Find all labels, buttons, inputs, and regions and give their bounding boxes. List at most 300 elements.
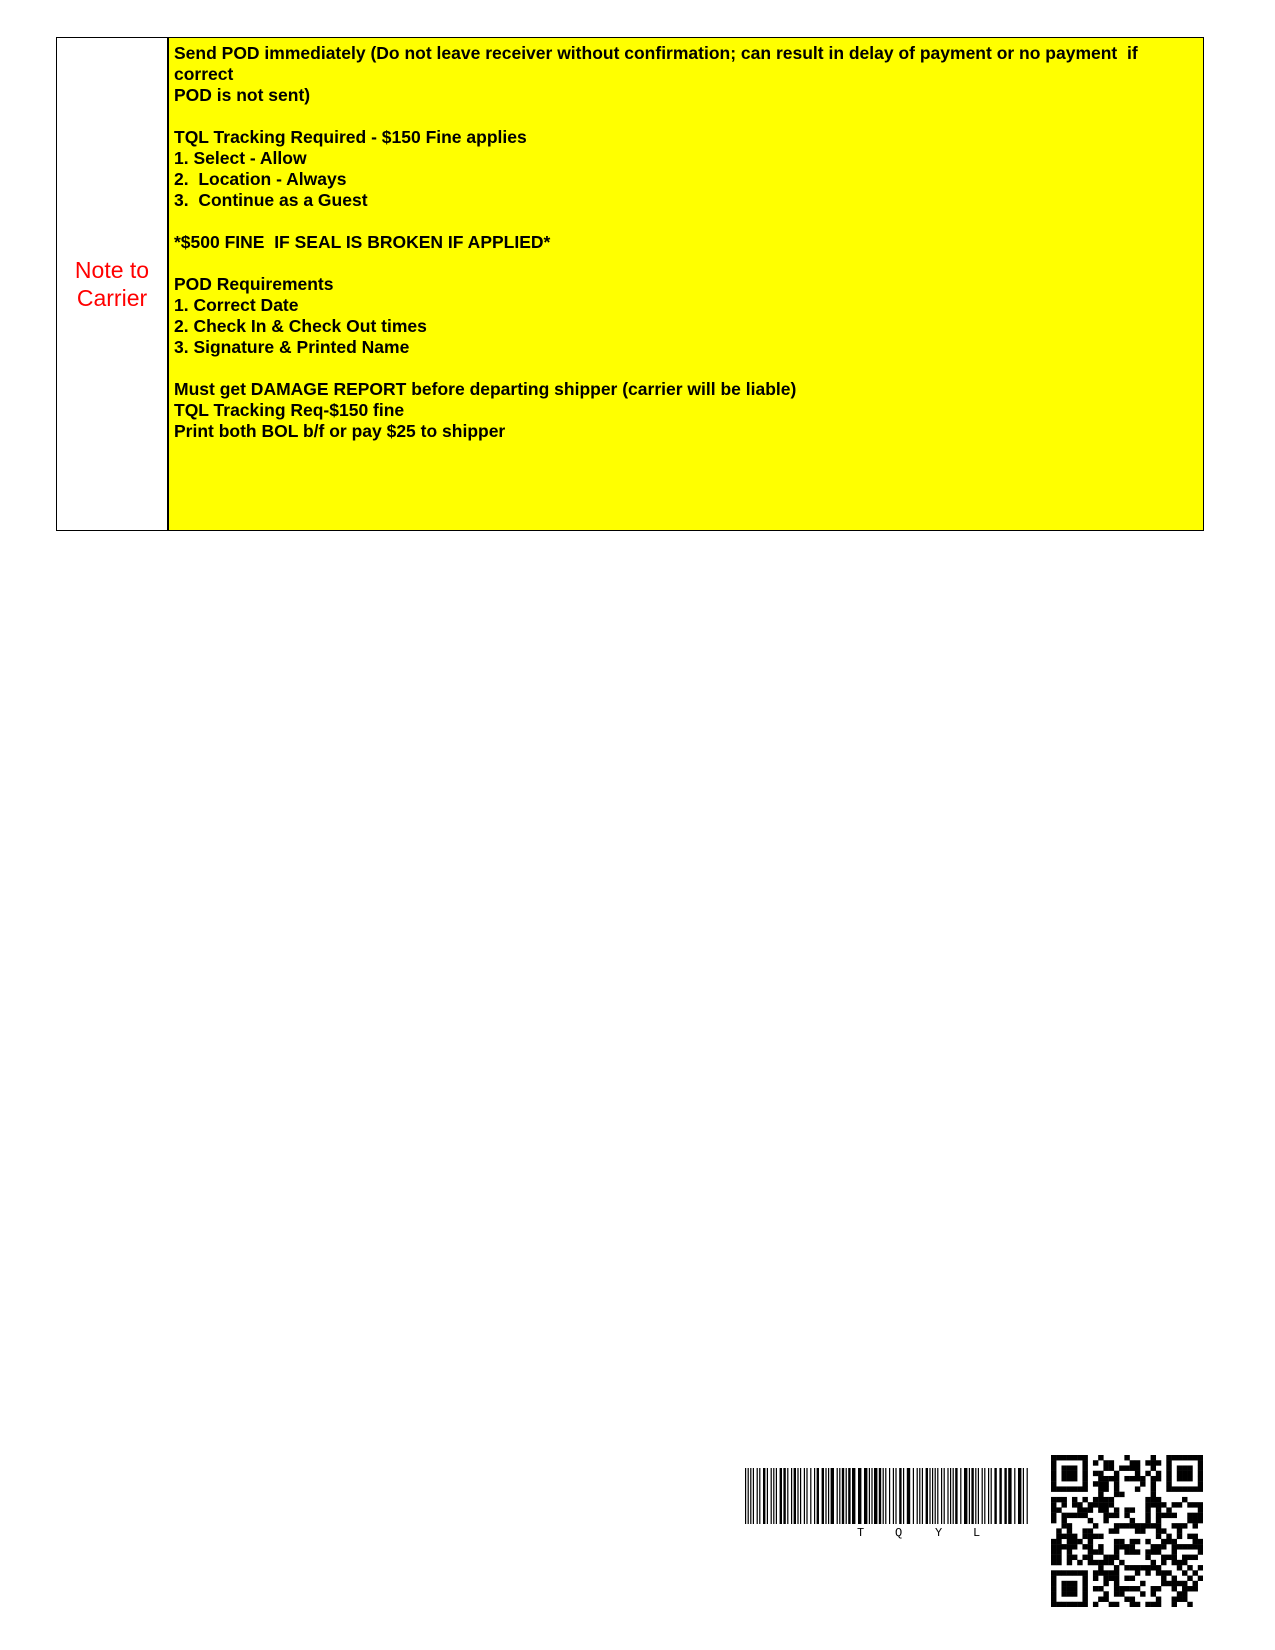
qr-module bbox=[1072, 1591, 1077, 1596]
qr-module bbox=[1103, 1576, 1108, 1581]
qr-module bbox=[1067, 1465, 1072, 1470]
qr-module bbox=[1077, 1602, 1082, 1607]
qr-module bbox=[1082, 1591, 1087, 1596]
qr-module bbox=[1088, 1555, 1093, 1560]
qr-module bbox=[1198, 1549, 1203, 1554]
qr-module bbox=[1172, 1597, 1177, 1602]
qr-module bbox=[1151, 1492, 1156, 1497]
barcode-bar bbox=[991, 1468, 992, 1524]
qr-module bbox=[1067, 1570, 1072, 1575]
qr-module bbox=[1135, 1570, 1140, 1575]
barcode-bar bbox=[937, 1468, 938, 1524]
qr-module bbox=[1082, 1507, 1087, 1512]
qr-module bbox=[1124, 1476, 1129, 1481]
qr-module bbox=[1114, 1486, 1119, 1491]
qr-module bbox=[1109, 1570, 1114, 1575]
qr-module bbox=[1072, 1465, 1077, 1470]
qr-module bbox=[1172, 1523, 1177, 1528]
barcode-bar bbox=[745, 1468, 746, 1524]
qr-module bbox=[1156, 1528, 1161, 1533]
qr-module bbox=[1103, 1486, 1108, 1491]
qr-module bbox=[1145, 1507, 1150, 1512]
note-line: TQL Tracking Required - $150 Fine applies bbox=[174, 127, 527, 147]
qr-module bbox=[1156, 1497, 1161, 1502]
qr-module bbox=[1130, 1586, 1135, 1591]
qr-module bbox=[1072, 1586, 1077, 1591]
qr-module bbox=[1172, 1560, 1177, 1565]
qr-module bbox=[1067, 1455, 1072, 1460]
barcode-bar bbox=[750, 1468, 751, 1524]
qr-module bbox=[1067, 1586, 1072, 1591]
qr-module bbox=[1098, 1549, 1103, 1554]
qr-module bbox=[1135, 1460, 1140, 1465]
qr-module bbox=[1156, 1565, 1161, 1570]
qr-module bbox=[1051, 1486, 1056, 1491]
qr-code-icon bbox=[1051, 1455, 1203, 1607]
qr-module bbox=[1187, 1576, 1192, 1581]
qr-module bbox=[1151, 1497, 1156, 1502]
qr-module bbox=[1056, 1570, 1061, 1575]
qr-module bbox=[1124, 1565, 1129, 1570]
qr-module bbox=[1182, 1497, 1187, 1502]
qr-module bbox=[1198, 1507, 1203, 1512]
qr-module bbox=[1119, 1586, 1124, 1591]
qr-module bbox=[1156, 1523, 1161, 1528]
qr-module bbox=[1061, 1544, 1066, 1549]
qr-module bbox=[1130, 1597, 1135, 1602]
qr-module bbox=[1187, 1518, 1192, 1523]
barcode-bar bbox=[955, 1468, 957, 1524]
qr-module bbox=[1198, 1481, 1203, 1486]
qr-module bbox=[1166, 1486, 1171, 1491]
barcode-bar bbox=[903, 1468, 904, 1524]
barcode-bar bbox=[1027, 1468, 1028, 1524]
qr-module bbox=[1145, 1460, 1150, 1465]
qr-module bbox=[1172, 1539, 1177, 1544]
qr-module bbox=[1051, 1539, 1056, 1544]
qr-module bbox=[1166, 1471, 1171, 1476]
qr-module bbox=[1093, 1502, 1098, 1507]
qr-module bbox=[1172, 1586, 1177, 1591]
qr-module bbox=[1187, 1455, 1192, 1460]
barcode-bar bbox=[787, 1468, 788, 1524]
qr-module bbox=[1093, 1481, 1098, 1486]
qr-module bbox=[1114, 1602, 1119, 1607]
qr-module bbox=[1103, 1476, 1108, 1481]
qr-module bbox=[1161, 1539, 1166, 1544]
qr-module bbox=[1187, 1555, 1192, 1560]
note-line: 3. Continue as a Guest bbox=[174, 190, 368, 210]
qr-module bbox=[1161, 1560, 1166, 1565]
qr-module bbox=[1187, 1544, 1192, 1549]
qr-module bbox=[1072, 1602, 1077, 1607]
barcode-bar bbox=[858, 1468, 861, 1524]
barcode-bar bbox=[1023, 1468, 1024, 1524]
qr-module bbox=[1187, 1486, 1192, 1491]
qr-module bbox=[1156, 1570, 1161, 1575]
qr-module bbox=[1072, 1539, 1077, 1544]
qr-module bbox=[1193, 1555, 1198, 1560]
qr-module bbox=[1119, 1560, 1124, 1565]
qr-module bbox=[1103, 1597, 1108, 1602]
qr-module bbox=[1109, 1497, 1114, 1502]
barcode-caption-char: Y bbox=[935, 1526, 943, 1540]
qr-module bbox=[1072, 1570, 1077, 1575]
qr-module bbox=[1177, 1523, 1182, 1528]
barcode-bar bbox=[889, 1468, 890, 1524]
note-line bbox=[174, 253, 1195, 274]
qr-module bbox=[1119, 1492, 1124, 1497]
qr-module bbox=[1061, 1497, 1066, 1502]
qr-module bbox=[1098, 1570, 1103, 1575]
qr-module bbox=[1145, 1570, 1150, 1575]
barcode-bar bbox=[982, 1468, 983, 1524]
qr-module bbox=[1088, 1544, 1093, 1549]
barcode-bar bbox=[969, 1468, 970, 1524]
qr-module bbox=[1061, 1476, 1066, 1481]
qr-module bbox=[1082, 1471, 1087, 1476]
barcode-bar bbox=[763, 1468, 765, 1524]
qr-module bbox=[1177, 1534, 1182, 1539]
qr-module bbox=[1151, 1549, 1156, 1554]
qr-module bbox=[1124, 1455, 1129, 1460]
qr-module bbox=[1098, 1497, 1103, 1502]
qr-module bbox=[1193, 1544, 1198, 1549]
qr-module bbox=[1177, 1528, 1182, 1533]
qr-module bbox=[1135, 1539, 1140, 1544]
barcode-bar bbox=[767, 1468, 768, 1524]
barcode-bar bbox=[783, 1468, 785, 1524]
qr-module bbox=[1166, 1476, 1171, 1481]
qr-module bbox=[1198, 1576, 1203, 1581]
qr-module bbox=[1051, 1597, 1056, 1602]
qr-module bbox=[1061, 1471, 1066, 1476]
note-line: TQL Tracking Req-$150 fine bbox=[174, 400, 405, 420]
qr-module bbox=[1124, 1523, 1129, 1528]
qr-module bbox=[1061, 1455, 1066, 1460]
qr-module bbox=[1187, 1471, 1192, 1476]
qr-module bbox=[1098, 1455, 1103, 1460]
qr-module bbox=[1082, 1497, 1087, 1502]
qr-module bbox=[1072, 1471, 1077, 1476]
barcode-bar bbox=[780, 1468, 782, 1524]
qr-module bbox=[1114, 1555, 1119, 1560]
qr-module bbox=[1135, 1523, 1140, 1528]
qr-module bbox=[1140, 1581, 1145, 1586]
barcode-bar bbox=[864, 1468, 867, 1524]
qr-module bbox=[1130, 1507, 1135, 1512]
barcode-bar bbox=[791, 1468, 792, 1524]
barcode-bar bbox=[837, 1468, 838, 1524]
qr-module bbox=[1151, 1544, 1156, 1549]
qr-module bbox=[1072, 1497, 1077, 1502]
barcode-bar bbox=[913, 1468, 914, 1524]
qr-module bbox=[1124, 1507, 1129, 1512]
qr-module bbox=[1082, 1555, 1087, 1560]
qr-module bbox=[1061, 1486, 1066, 1491]
qr-module bbox=[1130, 1576, 1135, 1581]
qr-module bbox=[1130, 1518, 1135, 1523]
qr-module bbox=[1161, 1576, 1166, 1581]
qr-module bbox=[1051, 1518, 1056, 1523]
note-line: POD is not sent) bbox=[174, 85, 311, 105]
qr-module bbox=[1082, 1460, 1087, 1465]
barcode-bar bbox=[825, 1468, 826, 1524]
qr-module bbox=[1156, 1544, 1161, 1549]
qr-module bbox=[1156, 1513, 1161, 1518]
barcode-bar bbox=[753, 1468, 754, 1524]
qr-module bbox=[1182, 1570, 1187, 1575]
qr-module bbox=[1051, 1465, 1056, 1470]
barcode-bar bbox=[1018, 1468, 1021, 1524]
qr-module bbox=[1056, 1534, 1061, 1539]
qr-module bbox=[1145, 1602, 1150, 1607]
qr-module bbox=[1177, 1591, 1182, 1596]
qr-module bbox=[1161, 1513, 1166, 1518]
qr-module bbox=[1172, 1544, 1177, 1549]
qr-module bbox=[1088, 1549, 1093, 1554]
note-line: 1. Correct Date bbox=[174, 295, 299, 315]
qr-module bbox=[1093, 1586, 1098, 1591]
qr-module bbox=[1109, 1460, 1114, 1465]
note-line: Send POD immediately (Do not leave receiver without confirmation; can result in delay of payment or no payment if correct bbox=[174, 43, 1143, 84]
qr-module bbox=[1182, 1455, 1187, 1460]
qr-module bbox=[1135, 1471, 1140, 1476]
qr-module bbox=[1067, 1581, 1072, 1586]
qr-module bbox=[1135, 1565, 1140, 1570]
qr-module bbox=[1082, 1528, 1087, 1533]
note-line bbox=[174, 106, 1195, 127]
qr-module bbox=[1182, 1476, 1187, 1481]
qr-module bbox=[1172, 1602, 1177, 1607]
qr-module bbox=[1098, 1534, 1103, 1539]
qr-module bbox=[1193, 1502, 1198, 1507]
qr-module bbox=[1135, 1486, 1140, 1491]
qr-module bbox=[1135, 1476, 1140, 1481]
qr-module bbox=[1182, 1597, 1187, 1602]
qr-module bbox=[1151, 1465, 1156, 1470]
qr-module bbox=[1114, 1471, 1119, 1476]
qr-module bbox=[1103, 1518, 1108, 1523]
qr-module bbox=[1114, 1576, 1119, 1581]
qr-module bbox=[1140, 1476, 1145, 1481]
qr-module bbox=[1198, 1465, 1203, 1470]
qr-module bbox=[1151, 1586, 1156, 1591]
qr-module bbox=[1093, 1570, 1098, 1575]
qr-module bbox=[1130, 1476, 1135, 1481]
qr-module bbox=[1198, 1544, 1203, 1549]
note-to-carrier-label bbox=[57, 256, 167, 312]
qr-module bbox=[1072, 1476, 1077, 1481]
barcode-bar bbox=[759, 1468, 760, 1524]
qr-module bbox=[1103, 1502, 1108, 1507]
qr-module bbox=[1182, 1523, 1187, 1528]
qr-module bbox=[1051, 1507, 1056, 1512]
qr-module bbox=[1072, 1513, 1077, 1518]
qr-module bbox=[1198, 1486, 1203, 1491]
barcode-bar bbox=[899, 1468, 901, 1524]
qr-module bbox=[1172, 1513, 1177, 1518]
barcode-bar bbox=[874, 1468, 877, 1524]
qr-module bbox=[1098, 1507, 1103, 1512]
barcode-bar bbox=[947, 1468, 948, 1524]
qr-module bbox=[1056, 1560, 1061, 1565]
qr-module bbox=[1151, 1560, 1156, 1565]
qr-module bbox=[1067, 1513, 1072, 1518]
note-line: 3. Signature & Printed Name bbox=[174, 337, 410, 357]
qr-module bbox=[1103, 1581, 1108, 1586]
barcode-bar bbox=[748, 1468, 749, 1524]
qr-module bbox=[1077, 1455, 1082, 1460]
qr-module bbox=[1182, 1555, 1187, 1560]
qr-module bbox=[1114, 1539, 1119, 1544]
qr-module bbox=[1187, 1586, 1192, 1591]
qr-module bbox=[1177, 1560, 1182, 1565]
qr-module bbox=[1056, 1455, 1061, 1460]
qr-module bbox=[1072, 1555, 1077, 1560]
qr-module bbox=[1082, 1465, 1087, 1470]
qr-module bbox=[1166, 1581, 1171, 1586]
barcode-bar bbox=[757, 1468, 758, 1524]
qr-module bbox=[1114, 1570, 1119, 1575]
qr-module bbox=[1051, 1549, 1056, 1554]
qr-module bbox=[1151, 1523, 1156, 1528]
qr-module bbox=[1114, 1544, 1119, 1549]
qr-module bbox=[1077, 1570, 1082, 1575]
qr-module bbox=[1182, 1560, 1187, 1565]
qr-module bbox=[1072, 1455, 1077, 1460]
qr-module bbox=[1061, 1586, 1066, 1591]
qr-module bbox=[1051, 1560, 1056, 1565]
qr-module bbox=[1051, 1455, 1056, 1460]
qr-module bbox=[1093, 1460, 1098, 1465]
qr-module bbox=[1088, 1518, 1093, 1523]
qr-module bbox=[1061, 1570, 1066, 1575]
barcode-bar bbox=[852, 1468, 855, 1524]
qr-module bbox=[1056, 1539, 1061, 1544]
qr-module bbox=[1061, 1518, 1066, 1523]
barcode-bar bbox=[978, 1468, 979, 1524]
qr-module bbox=[1093, 1523, 1098, 1528]
barcode-bar bbox=[831, 1468, 834, 1524]
qr-module bbox=[1161, 1528, 1166, 1533]
barcode-bar bbox=[922, 1468, 923, 1524]
qr-module bbox=[1156, 1597, 1161, 1602]
qr-module bbox=[1156, 1534, 1161, 1539]
barcode-bar bbox=[907, 1468, 910, 1524]
qr-module bbox=[1109, 1560, 1114, 1565]
qr-module bbox=[1124, 1597, 1129, 1602]
qr-module bbox=[1156, 1549, 1161, 1554]
qr-module bbox=[1093, 1497, 1098, 1502]
qr-module bbox=[1166, 1534, 1171, 1539]
barcode-bar bbox=[950, 1468, 951, 1524]
qr-module bbox=[1093, 1576, 1098, 1581]
qr-module bbox=[1177, 1581, 1182, 1586]
qr-module bbox=[1193, 1455, 1198, 1460]
qr-module bbox=[1098, 1565, 1103, 1570]
note-line: POD Requirements bbox=[174, 274, 334, 294]
note-label-cell bbox=[57, 38, 169, 530]
qr-module bbox=[1051, 1476, 1056, 1481]
qr-module bbox=[1177, 1502, 1182, 1507]
qr-module bbox=[1114, 1507, 1119, 1512]
qr-module bbox=[1067, 1591, 1072, 1596]
qr-module bbox=[1151, 1476, 1156, 1481]
note-line: 2. Location - Always bbox=[174, 169, 347, 189]
barcode-bar bbox=[828, 1468, 829, 1524]
qr-module bbox=[1182, 1465, 1187, 1470]
qr-module bbox=[1124, 1544, 1129, 1549]
qr-module bbox=[1082, 1570, 1087, 1575]
barcode-caption-char: L bbox=[973, 1526, 981, 1540]
barcode-bar bbox=[926, 1468, 928, 1524]
qr-module bbox=[1145, 1518, 1150, 1523]
qr-module bbox=[1114, 1591, 1119, 1596]
qr-module bbox=[1187, 1534, 1192, 1539]
qr-module bbox=[1172, 1455, 1177, 1460]
qr-module bbox=[1151, 1455, 1156, 1460]
qr-module bbox=[1193, 1518, 1198, 1523]
qr-module bbox=[1145, 1497, 1150, 1502]
qr-module bbox=[1109, 1555, 1114, 1560]
qr-module bbox=[1156, 1471, 1161, 1476]
barcode-bar bbox=[871, 1468, 872, 1524]
qr-module bbox=[1156, 1602, 1161, 1607]
qr-module bbox=[1051, 1555, 1056, 1560]
qr-module bbox=[1109, 1576, 1114, 1581]
qr-module bbox=[1051, 1576, 1056, 1581]
qr-module bbox=[1114, 1549, 1119, 1554]
qr-module bbox=[1172, 1486, 1177, 1491]
qr-module bbox=[1140, 1481, 1145, 1486]
qr-module bbox=[1082, 1544, 1087, 1549]
qr-module bbox=[1072, 1544, 1077, 1549]
qr-module bbox=[1119, 1523, 1124, 1528]
qr-module bbox=[1130, 1549, 1135, 1554]
note-label-line2: Carrier bbox=[76, 285, 148, 311]
qr-module bbox=[1151, 1486, 1156, 1491]
barcode-bar bbox=[806, 1468, 807, 1524]
qr-module bbox=[1098, 1486, 1103, 1491]
qr-module bbox=[1182, 1581, 1187, 1586]
barcode-bar bbox=[800, 1468, 801, 1524]
qr-module bbox=[1056, 1544, 1061, 1549]
qr-module bbox=[1082, 1486, 1087, 1491]
qr-module bbox=[1061, 1465, 1066, 1470]
qr-module bbox=[1140, 1528, 1145, 1533]
barcode-bar bbox=[895, 1468, 896, 1524]
qr-module bbox=[1182, 1586, 1187, 1591]
qr-module bbox=[1114, 1481, 1119, 1486]
qr-module bbox=[1187, 1465, 1192, 1470]
qr-module bbox=[1119, 1544, 1124, 1549]
qr-module bbox=[1130, 1465, 1135, 1470]
barcode-caption-char: T bbox=[857, 1526, 865, 1540]
qr-module bbox=[1145, 1565, 1150, 1570]
qr-module bbox=[1145, 1513, 1150, 1518]
qr-module bbox=[1093, 1534, 1098, 1539]
qr-module bbox=[1161, 1544, 1166, 1549]
qr-module bbox=[1103, 1570, 1108, 1575]
qr-module bbox=[1088, 1560, 1093, 1565]
barcode-bar bbox=[885, 1468, 886, 1524]
qr-module bbox=[1082, 1455, 1087, 1460]
barcode-bar bbox=[1014, 1468, 1015, 1524]
barcode-bar bbox=[869, 1468, 870, 1524]
qr-module bbox=[1103, 1465, 1108, 1470]
qr-module bbox=[1177, 1565, 1182, 1570]
